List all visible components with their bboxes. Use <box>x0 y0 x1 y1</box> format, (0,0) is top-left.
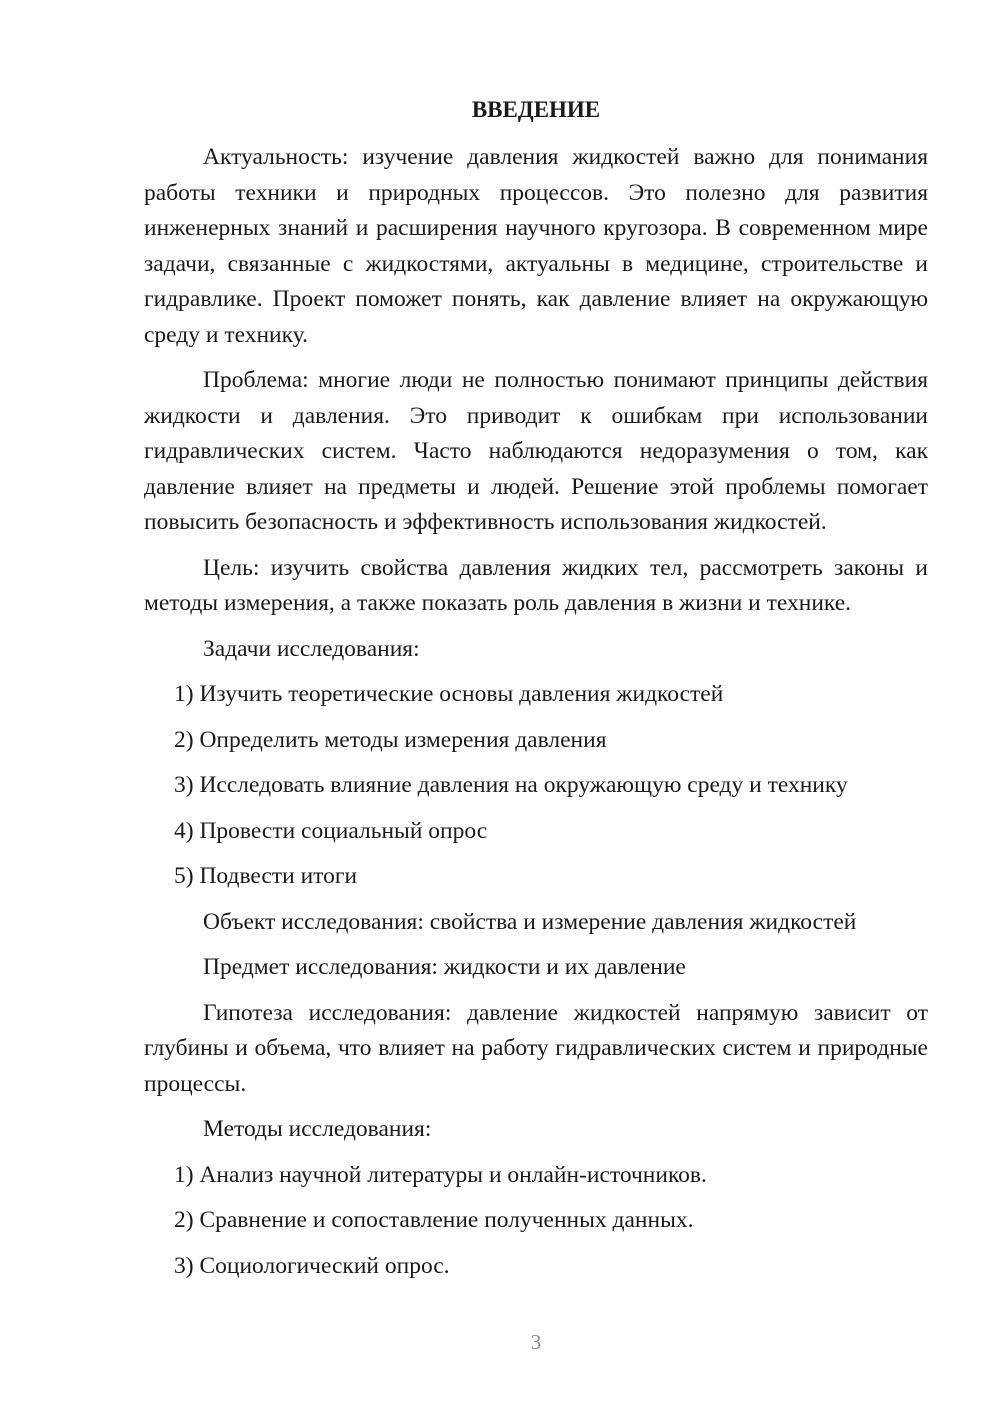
object-line: Объект исследования: свойства и измерение давления жидкостей <box>203 908 857 935</box>
page-number: 3 <box>530 1330 542 1354</box>
tasks-list <box>144 677 928 895</box>
list-item: 5) Подвести итоги <box>174 863 358 889</box>
page-title: ВВЕДЕНИЕ <box>471 97 601 122</box>
goal-paragraph: Цель: изучить свойства давления жидких тел, рассмотреть законы и методы измерения, а также показать роль давления в жизни и технике. <box>144 554 928 616</box>
methods-title: Методы исследования: <box>203 1116 432 1142</box>
list-item: 2) Определить методы измерения давления <box>174 726 607 753</box>
list-item: 1) Анализ научной литературы и онлайн-источников. <box>174 1161 707 1188</box>
list-item: 4) Провести социальный опрос <box>174 817 488 844</box>
tasks-title: Задачи исследования: <box>203 635 420 662</box>
list-item: 3) Исследовать влияние давления на окружающую среду и технику <box>174 772 848 798</box>
subject-line: Предмет исследования: жидкости и их давление <box>203 954 686 980</box>
list-item: 3) Социологический опрос. <box>174 1252 450 1279</box>
methods-list <box>144 1158 928 1285</box>
list-item: 1) Изучить теоретические основы давления жидкостей <box>174 681 724 707</box>
list-item: 2) Сравнение и сопоставление полученных данных. <box>174 1207 694 1233</box>
page-content <box>144 94 928 1294</box>
relevance-paragraph: Актуальность: изучение давления жидкостей важно для понимания работы техники и природных процессов. Это полезно для развития инженерных знаний и расширения научного кругозора. В современном мире задачи, связанные с жидкостями, актуальны в медицине, строительстве и гидравлике. Проект поможет понять, как давление влияет на окружающую среду и технику. <box>144 144 928 348</box>
hypothesis-paragraph: Гипотеза исследования: давление жидкостей напрямую зависит от глубины и объема, что влияет на работу гидравлических систем и природные процессы. <box>144 999 928 1097</box>
problem-paragraph: Проблема: многие люди не полностью понимают принципы действия жидкости и давления. Это приводит к ошибкам при использовании гидравлических систем. Часто наблюдаются недоразумения о том, как давление влияет на предметы и людей. Решение этой проблемы помогает повысить безопасность и эффективность использования жидкостей. <box>144 367 928 535</box>
